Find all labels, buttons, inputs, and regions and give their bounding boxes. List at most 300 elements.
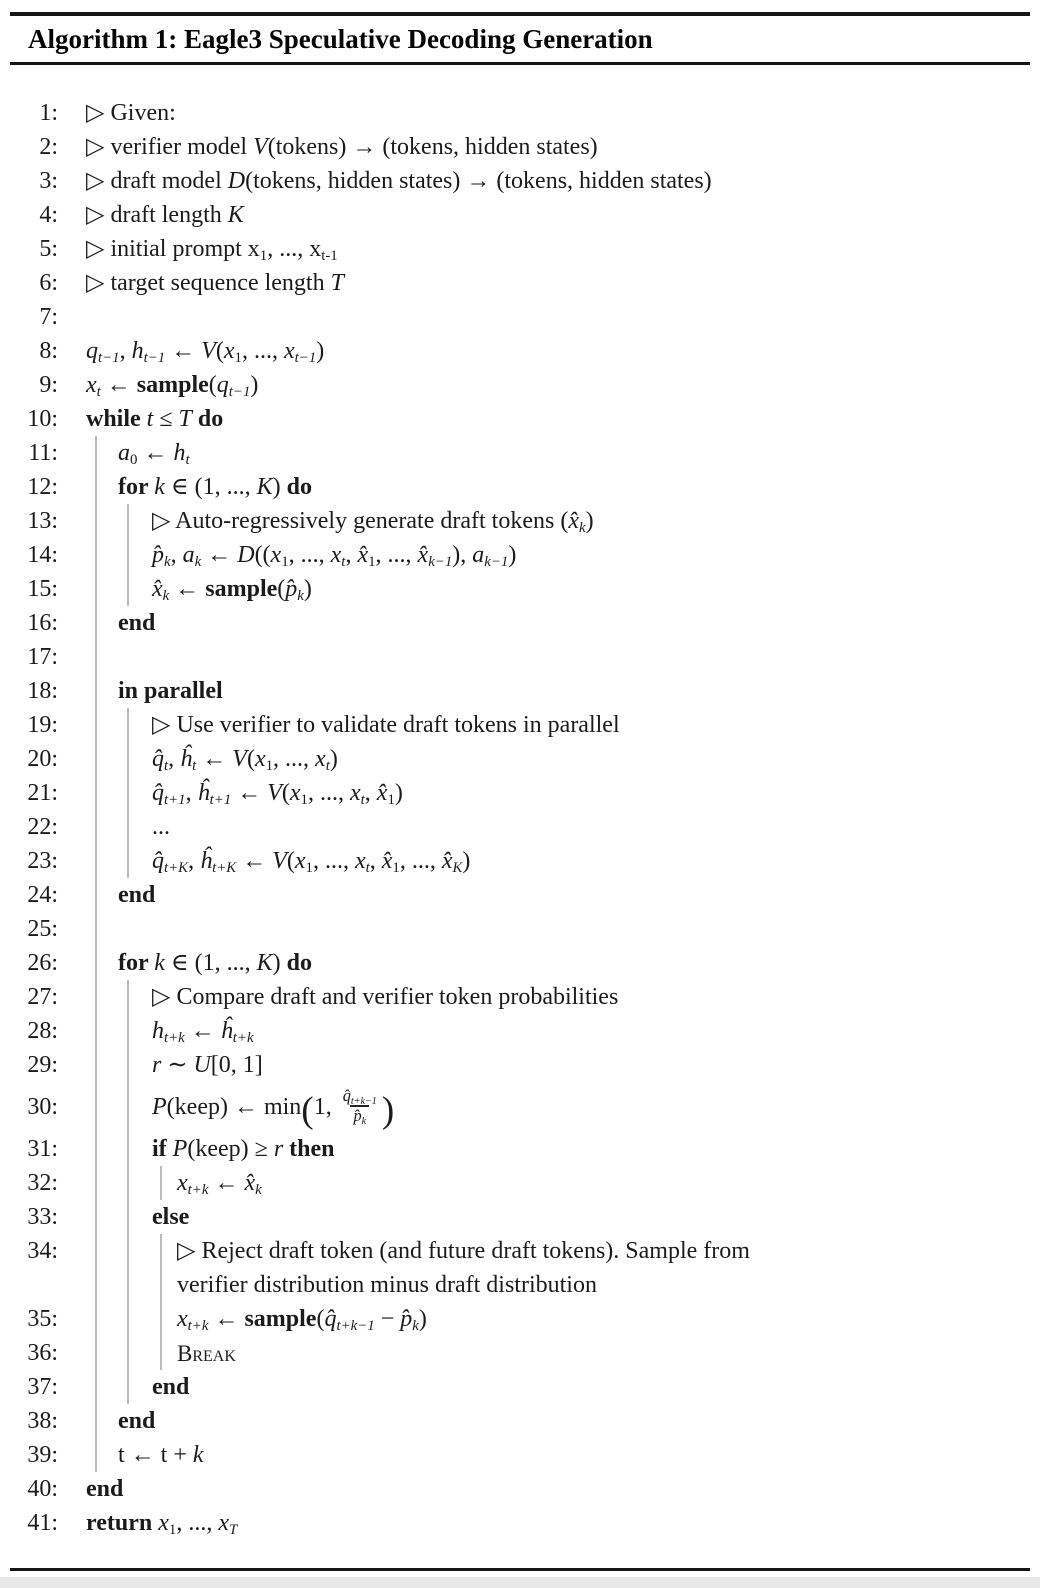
algorithm-line: [0, 504, 1040, 538]
text-segment: ←: [201, 542, 238, 568]
indent-guide: [95, 742, 97, 776]
algorithm-line: [0, 266, 1040, 300]
text-segment: ←: [169, 576, 206, 602]
text-segment: else: [152, 1204, 190, 1230]
line-content: [86, 300, 1040, 334]
text-segment: [0, 1]: [210, 1052, 263, 1078]
algorithm-line: [0, 1506, 1040, 1540]
algorithm-line: [0, 674, 1040, 708]
line-number: 33:: [27, 1204, 58, 1230]
algorithm-line: [0, 164, 1040, 198]
text-segment: V: [232, 746, 247, 772]
algorithm-line: [0, 198, 1040, 232]
text-segment: r: [152, 1052, 162, 1078]
line-number: 19:: [27, 712, 58, 738]
algorithm-line: [0, 334, 1040, 368]
text-segment: K: [256, 474, 273, 500]
text-segment: P: [172, 1136, 188, 1162]
text-segment: ,: [185, 780, 198, 806]
text-segment: ▷ target sequence length: [86, 270, 331, 296]
text-segment: t: [185, 452, 190, 469]
line-content: [86, 1166, 1040, 1200]
algorithm-line: [0, 1166, 1040, 1200]
indent-guide: [127, 504, 129, 538]
line-content: [86, 946, 1040, 980]
text-segment: (tokens, hidden states) → (tokens, hidden states): [245, 168, 712, 194]
line-content: [86, 164, 1040, 198]
algorithm-line: [0, 1132, 1040, 1166]
text-segment: a: [182, 542, 195, 568]
algorithm-line: [0, 436, 1040, 470]
indent-guide: [127, 810, 129, 844]
text-segment: K: [256, 950, 273, 976]
text-segment: ←: [184, 1018, 221, 1044]
text-segment: K: [452, 860, 463, 877]
line-number: 40:: [27, 1476, 58, 1502]
algorithm-line: [0, 1438, 1040, 1472]
text-segment: t+k−1: [350, 1096, 377, 1108]
line-number: 3:: [39, 168, 58, 194]
indent-guide: [160, 1336, 162, 1370]
text-segment: t−1: [294, 350, 317, 367]
line-number: 1:: [39, 100, 58, 126]
algorithm-line: [0, 1014, 1040, 1048]
indent-guide: [95, 504, 97, 538]
text-segment: ĥ: [197, 780, 210, 806]
algorithm-line: [0, 470, 1040, 504]
line-content: [86, 266, 1040, 300]
text-segment: x̂: [357, 542, 369, 568]
line-number: 29:: [27, 1052, 58, 1078]
text-segment: x: [315, 746, 326, 772]
text-segment: ...: [152, 814, 170, 840]
algorithm-figure: [0, 12, 1040, 1588]
text-segment: , ...,: [241, 338, 284, 364]
text-segment: ): [272, 950, 287, 976]
text-segment: ←: [236, 848, 273, 874]
text-segment: ,: [364, 780, 377, 806]
text-segment: sample: [136, 372, 209, 398]
algorithm-line: [0, 708, 1040, 742]
line-number: 2:: [39, 134, 58, 160]
indent-guide: [95, 1082, 97, 1132]
text-segment: ←: [208, 1170, 245, 1196]
line-number: 35:: [27, 1306, 58, 1332]
text-segment: x: [294, 848, 306, 874]
text-segment: verifier distribution minus draft distribution: [177, 1272, 597, 1298]
algorithm-line: [0, 1200, 1040, 1234]
text-segment: x: [283, 338, 295, 364]
text-segment: x: [330, 542, 342, 568]
algorithm-line: [0, 878, 1040, 912]
text-segment: x: [218, 1510, 229, 1536]
text-segment: ĥ: [180, 746, 193, 772]
line-number: 5:: [39, 236, 58, 262]
text-segment: end: [118, 1408, 156, 1434]
line-content: [86, 878, 1040, 912]
line-content: [86, 504, 1040, 538]
line-content: [86, 844, 1040, 878]
text-segment: t+k: [164, 1030, 185, 1047]
text-segment: , ...,: [307, 780, 350, 806]
line-number: 38:: [27, 1408, 58, 1434]
text-segment: ≤: [153, 406, 179, 432]
text-segment: t−1: [228, 384, 251, 401]
text-segment: ,: [188, 848, 201, 874]
algorithm-line: [0, 606, 1040, 640]
text-segment: x: [177, 1170, 188, 1196]
text-segment: T: [178, 406, 192, 432]
text-segment: 0: [130, 452, 138, 469]
indent-guide: [95, 776, 97, 810]
text-segment: V: [272, 848, 287, 874]
text-segment: ,: [168, 746, 181, 772]
indent-guide: [95, 980, 97, 1014]
text-segment: t ← t +: [118, 1442, 193, 1468]
text-segment: ): [394, 780, 403, 806]
line-number: 31:: [27, 1136, 58, 1162]
text-segment: x: [270, 542, 282, 568]
text-segment: 1: [300, 792, 308, 809]
indent-guide: [127, 1268, 129, 1302]
algorithm-line: [0, 640, 1040, 674]
line-content: [86, 198, 1040, 232]
text-segment: −: [374, 1306, 401, 1332]
text-segment: t: [192, 758, 197, 775]
indent-guide: [127, 742, 129, 776]
algorithm-line: [0, 1472, 1040, 1506]
indent-guide: [127, 708, 129, 742]
text-segment: ▷ Compare draft and verifier token probabilities: [152, 984, 619, 1010]
line-content: [86, 1404, 1040, 1438]
text-segment: ): [585, 508, 594, 534]
line-number: 20:: [27, 746, 58, 772]
indent-guide: [95, 538, 97, 572]
text-segment: V: [201, 338, 216, 364]
text-segment: x̂: [244, 1170, 256, 1196]
indent-guide: [95, 1438, 97, 1472]
line-number: 21:: [27, 780, 58, 806]
indent-guide: [127, 1336, 129, 1370]
indent-guide: [127, 1132, 129, 1166]
text-segment: t−1: [98, 350, 120, 367]
line-content: [86, 640, 1040, 674]
line-content: [86, 96, 1040, 130]
text-segment: t+k: [232, 1030, 254, 1047]
indent-guide: [127, 1370, 129, 1404]
line-number: 37:: [27, 1374, 58, 1400]
text-segment: t+1: [209, 792, 232, 809]
text-segment: ▷ draft model: [86, 168, 228, 194]
algorithm-title: Algorithm 1: Eagle3 Speculative Decoding Generation: [28, 24, 653, 54]
text-segment: P: [152, 1094, 167, 1120]
text-segment: ): [250, 372, 259, 398]
text-segment: ): [303, 576, 312, 602]
text-segment: ←: [231, 780, 268, 806]
algorithm-line: [0, 912, 1040, 946]
line-number: 28:: [27, 1018, 58, 1044]
text-segment: ▷ Auto-regressively generate draft tokens (: [152, 508, 569, 534]
text-segment: x̂: [381, 848, 393, 874]
text-segment: ((: [254, 542, 271, 568]
text-segment: , ...,: [273, 746, 316, 772]
text-segment: T: [228, 1522, 238, 1539]
indent-guide: [95, 878, 97, 912]
text-segment: 1: [387, 792, 395, 809]
line-content: [86, 1132, 1040, 1166]
line-number: 41:: [27, 1510, 58, 1536]
line-content: [86, 1438, 1040, 1472]
indent-guide: [95, 1166, 97, 1200]
text-segment: T: [330, 270, 344, 296]
text-segment: ,: [345, 542, 358, 568]
text-segment: h: [131, 338, 144, 364]
line-content: [86, 538, 1040, 572]
text-segment: t: [325, 758, 330, 775]
indent-guide: [127, 844, 129, 878]
text-segment: x̂: [152, 576, 163, 602]
text-segment: ): [316, 338, 325, 364]
text-segment: p̂: [400, 1306, 413, 1332]
indent-guide: [127, 1234, 129, 1268]
indent-guide: [127, 538, 129, 572]
text-segment: (: [208, 372, 217, 398]
line-number: 13:: [27, 508, 58, 534]
text-segment: x̂: [441, 848, 453, 874]
indent-guide: [95, 674, 97, 708]
text-segment: , ...,: [312, 848, 355, 874]
text-segment: , ...,: [176, 1510, 219, 1536]
text-segment: k: [361, 1116, 367, 1128]
indent-guide: [95, 606, 97, 640]
text-segment: ): [272, 474, 287, 500]
text-segment: t: [365, 860, 370, 877]
line-content: [86, 606, 1040, 640]
text-segment: k: [162, 588, 170, 605]
indent-guide: [95, 436, 97, 470]
algorithm-line: [0, 1370, 1040, 1404]
text-segment: ): [381, 1090, 395, 1132]
text-segment: ▷ Use verifier to validate draft tokens in parallel: [152, 712, 620, 738]
text-segment: end: [118, 610, 156, 636]
text-segment: x: [158, 1510, 169, 1536]
text-segment: , ..., x: [267, 236, 322, 262]
indent-guide: [160, 1302, 162, 1336]
text-segment: (: [286, 848, 295, 874]
indent-guide: [95, 810, 97, 844]
algorithm-line: [0, 1048, 1040, 1082]
text-segment: ←: [196, 746, 233, 772]
text-segment: x̂: [568, 508, 579, 534]
indent-guide: [95, 912, 97, 946]
line-content: [86, 1082, 1040, 1132]
indent-guide: [160, 1234, 162, 1268]
fraction: [338, 1087, 382, 1126]
line-content: [86, 1506, 1040, 1540]
line-content: [86, 980, 1040, 1014]
text-segment: x: [86, 372, 97, 398]
line-number: 32:: [27, 1170, 58, 1196]
line-content: [86, 742, 1040, 776]
line-number: 25:: [27, 916, 58, 942]
line-content: [86, 810, 1040, 844]
text-segment: q̂: [342, 1086, 351, 1106]
line-number: 17:: [27, 644, 58, 670]
text-segment: 1: [392, 860, 400, 877]
indent-guide: [127, 572, 129, 606]
line-number: 10:: [27, 406, 58, 432]
text-segment: , ...,: [288, 542, 331, 568]
text-segment: D: [227, 168, 246, 194]
text-segment: t: [164, 758, 169, 775]
text-segment: D: [237, 542, 255, 568]
text-segment: t+k−1: [336, 1318, 375, 1335]
text-segment: t: [96, 384, 101, 401]
text-segment: x: [223, 338, 235, 364]
line-content: [86, 1302, 1040, 1336]
indent-guide: [95, 1370, 97, 1404]
line-number: 8:: [39, 338, 58, 364]
line-content: [86, 232, 1040, 266]
algorithm-line: [0, 980, 1040, 1014]
text-segment: a: [472, 542, 485, 568]
line-number: 30:: [27, 1094, 58, 1120]
text-segment: k−1: [428, 554, 453, 571]
text-segment: x̂: [376, 780, 388, 806]
algorithm-line: [0, 300, 1040, 334]
indent-guide: [95, 640, 97, 674]
algorithm-line: [0, 844, 1040, 878]
line-content: [86, 1014, 1040, 1048]
text-segment: (: [215, 338, 224, 364]
text-segment: (: [301, 1090, 314, 1132]
line-number: 15:: [27, 576, 58, 602]
text-segment: 1: [281, 554, 289, 571]
indent-guide: [95, 572, 97, 606]
text-segment: q: [216, 372, 229, 398]
line-content: [86, 912, 1040, 946]
algorithm-line: [0, 232, 1040, 266]
text-segment: 1: [168, 1522, 177, 1539]
indent-guide: [127, 1200, 129, 1234]
text-segment: q̂: [324, 1306, 337, 1332]
line-content: [86, 572, 1040, 606]
text-segment: k−1: [484, 554, 509, 571]
text-segment: t+k: [187, 1318, 209, 1335]
line-number: 12:: [27, 474, 58, 500]
text-segment: t+k: [187, 1182, 209, 1199]
algorithm-body: [0, 96, 1040, 1540]
line-number: 11:: [28, 440, 58, 466]
text-segment: q̂: [152, 780, 164, 806]
text-segment: ĥ: [200, 848, 213, 874]
line-content: [86, 1048, 1040, 1082]
text-segment: if: [152, 1136, 173, 1162]
algorithm-line: [0, 810, 1040, 844]
line-number: 18:: [27, 678, 58, 704]
line-number: 9:: [39, 372, 58, 398]
algorithm-line: [0, 368, 1040, 402]
fraction-denominator: [350, 1105, 369, 1128]
text-segment: a: [118, 440, 130, 466]
text-segment: ): [418, 1306, 427, 1332]
text-segment: ←: [208, 1306, 245, 1332]
text-segment: ,: [170, 542, 183, 568]
text-segment: t: [341, 554, 346, 571]
text-segment: t+1: [164, 792, 186, 809]
text-segment: do: [286, 950, 313, 976]
algorithm-line: [0, 538, 1040, 572]
indent-guide: [95, 1302, 97, 1336]
indent-guide: [127, 1302, 129, 1336]
line-number: 14:: [27, 542, 58, 568]
algorithm-line: [0, 1302, 1040, 1336]
text-segment: sample: [205, 576, 278, 602]
indent-guide: [160, 1166, 162, 1200]
indent-guide: [95, 708, 97, 742]
line-content: [86, 708, 1040, 742]
text-segment: k: [154, 950, 165, 976]
text-segment: x̂: [417, 542, 429, 568]
algorithm-line-continuation: [0, 1268, 1040, 1302]
line-content: [86, 470, 1040, 504]
indent-guide: [127, 1014, 129, 1048]
text-segment: ∼: [161, 1052, 194, 1078]
text-segment: 1,: [313, 1094, 338, 1120]
text-segment: p̂: [152, 542, 164, 568]
text-segment: end: [86, 1476, 124, 1502]
text-segment: V: [253, 134, 268, 160]
text-segment: U: [193, 1052, 211, 1078]
text-segment: x: [354, 848, 366, 874]
text-segment: for: [118, 950, 155, 976]
line-content: [86, 674, 1040, 708]
text-segment: , ...,: [375, 542, 418, 568]
text-segment: return: [86, 1510, 159, 1536]
text-segment: h: [173, 440, 186, 466]
line-content: [86, 436, 1040, 470]
line-content: [86, 1268, 1040, 1302]
algorithm-line: [0, 402, 1040, 436]
algorithm-line: [0, 946, 1040, 980]
indent-guide: [95, 1048, 97, 1082]
text-segment: k: [578, 520, 586, 537]
text-segment: r: [273, 1136, 284, 1162]
indent-guide: [95, 1234, 97, 1268]
text-segment: 1: [265, 758, 274, 775]
indent-guide: [127, 1048, 129, 1082]
algorithm-line: [0, 130, 1040, 164]
line-content: [86, 130, 1040, 164]
text-segment: k: [194, 554, 202, 571]
text-segment: ←: [165, 338, 202, 364]
text-segment: q̂: [152, 848, 164, 874]
line-number: 16:: [27, 610, 58, 636]
text-segment: in parallel: [118, 678, 223, 704]
line-number: 23:: [27, 848, 58, 874]
text-segment: k: [154, 474, 165, 500]
text-segment: ): [329, 746, 338, 772]
text-segment: p̂: [353, 1106, 362, 1126]
line-content: [86, 1234, 1040, 1268]
text-segment: ): [462, 848, 471, 874]
text-segment: x: [254, 746, 266, 772]
text-segment: end: [152, 1374, 190, 1400]
line-number: [0, 1268, 58, 1302]
text-segment: (tokens) → (tokens, hidden states): [267, 134, 598, 160]
line-content: [86, 1472, 1040, 1506]
text-segment: while: [86, 406, 147, 432]
